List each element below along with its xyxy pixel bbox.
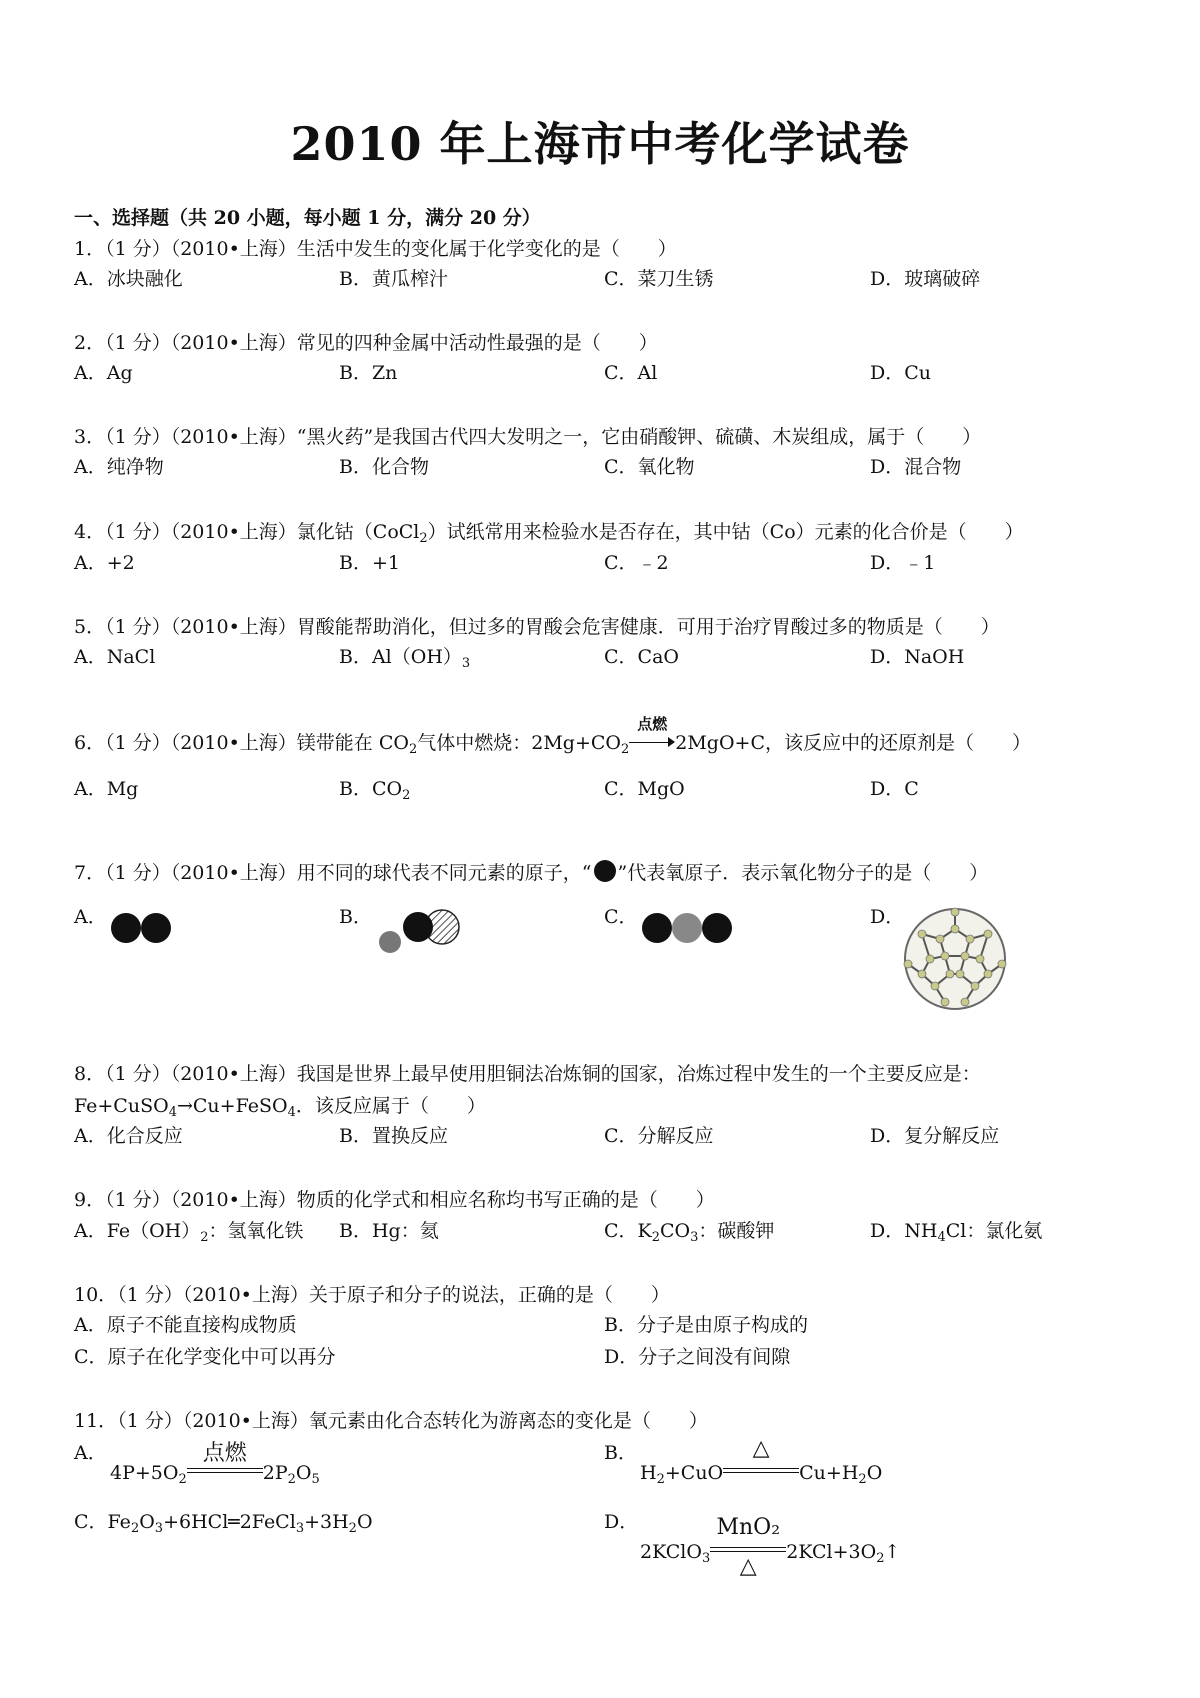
- q2-option-b[interactable]: B．Zn: [339, 362, 398, 384]
- molecule-a-icon: [110, 910, 176, 946]
- q9-option-c[interactable]: C．$K_2CO_3$：碳酸钾: [604, 1220, 775, 1245]
- q10-option-c[interactable]: C．原子在化学变化中可以再分: [74, 1346, 336, 1368]
- question-3: 3．（1 分）（2010•上海）“黑火药”是我国古代四大发明之一，它由硝酸钾、硫磺、木炭组成，属于（ ）: [74, 426, 982, 448]
- double-line-equals: 点燃: [187, 1460, 263, 1482]
- q2-option-c[interactable]: C．Al: [604, 362, 658, 384]
- q10-option-b[interactable]: B．分子是由原子构成的: [604, 1314, 808, 1336]
- q8-option-a[interactable]: A．化合反应: [74, 1125, 183, 1147]
- section-heading: 一、选择题（共 20 小题，每小题 1 分，满分 20 分）: [74, 207, 541, 229]
- q9-option-b[interactable]: B．Hg：氦: [339, 1220, 439, 1242]
- question-1: 1．（1 分）（2010•上海）生活中发生的变化属于化学变化的是（ ）: [74, 238, 677, 260]
- question-5: 5．（1 分）（2010•上海）胃酸能帮助消化，但过多的胃酸会危害健康．可用于治疗胃酸过多的物质是（ ）: [74, 616, 1000, 638]
- molecule-c-icon: [640, 910, 736, 946]
- q4-option-c[interactable]: C．﹣2: [604, 552, 669, 574]
- q10-option-a[interactable]: A．原子不能直接构成物质: [74, 1314, 297, 1336]
- q1-option-c[interactable]: C．菜刀生锈: [604, 268, 714, 290]
- q4-option-d[interactable]: D．﹣1: [870, 552, 936, 574]
- q11-option-b[interactable]: B．: [604, 1442, 637, 1464]
- double-line-equals: △: [723, 1460, 799, 1482]
- q1-option-d[interactable]: D．玻璃破碎: [870, 268, 981, 290]
- question-6: 6．（1 分）（2010•上海）镁带能在 $CO_2$气体中燃烧：$2Mg+CO_2$ 点燃 2MgO+C，该反应中的还原剂是（ ）: [74, 715, 1032, 757]
- q11-option-c[interactable]: C．$Fe_2O_3+6HCl═2FeCl_3+3H_2O$: [74, 1511, 373, 1536]
- question-8-line2: Fe+CuSO$_4$→Cu+FeSO$_4$．该反应属于（ ）: [74, 1095, 486, 1120]
- q5-option-c[interactable]: C．CaO: [604, 646, 679, 668]
- q5-option-d[interactable]: D．NaOH: [870, 646, 965, 668]
- q5-option-b[interactable]: B．$Al(OH)_3$: [339, 646, 471, 671]
- oxygen-atom-icon: [592, 860, 618, 884]
- question-7: 7．（1 分）（2010•上海）用不同的球代表不同元素的原子，“ ”代表氧原子．表示氧化物分子的是（ ）: [74, 862, 989, 884]
- q2-option-d[interactable]: D．Cu: [870, 362, 932, 384]
- q7-option-b[interactable]: B．: [339, 906, 372, 928]
- question-9: 9．（1 分）（2010•上海）物质的化学式和相应名称均书写正确的是（ ）: [74, 1189, 715, 1211]
- q2-option-a[interactable]: A．Ag: [74, 362, 133, 384]
- q11-option-d-equation: 2KClO$_3$ MnO₂ △ $2KCl+3O_2↑$: [640, 1515, 901, 1579]
- q7-option-d[interactable]: D．: [870, 906, 905, 928]
- q3-option-c[interactable]: C．氧化物: [604, 456, 695, 478]
- molecule-b-icon: [374, 900, 464, 958]
- q6-option-d[interactable]: D．C: [870, 778, 919, 800]
- q6-option-b[interactable]: B．$CO_2$: [339, 778, 411, 803]
- q11-option-a-equation: $4P+5O_2$ 点燃 $2P_2O_5$: [110, 1441, 320, 1487]
- q10-option-d[interactable]: D．分子之间没有间隙: [604, 1346, 791, 1368]
- q6-option-c[interactable]: C．MgO: [604, 778, 685, 800]
- q3-option-a[interactable]: A．纯净物: [74, 456, 164, 478]
- q3-option-b[interactable]: B．化合物: [339, 456, 429, 478]
- q7-option-a[interactable]: A．: [74, 906, 107, 928]
- question-11: 11．（1 分）（2010•上海）氧元素由化合态转化为游离态的变化是（ ）: [74, 1410, 708, 1432]
- q7-option-c[interactable]: C．: [604, 906, 638, 928]
- page-title: 2010 年上海市中考化学试卷: [290, 117, 910, 171]
- q8-option-b[interactable]: B．置换反应: [339, 1125, 448, 1147]
- q4-option-a[interactable]: A．+2: [74, 552, 135, 574]
- q11-option-b-equation: $H_2+CuO$ △ $Cu+H_2O$: [640, 1436, 883, 1487]
- q9-option-a[interactable]: A．$Fe(OH)_2$：氢氧化铁: [74, 1220, 304, 1245]
- q8-option-c[interactable]: C．分解反应: [604, 1125, 714, 1147]
- q11-option-d[interactable]: D．: [604, 1511, 639, 1533]
- question-2: 2．（1 分）（2010•上海）常见的四种金属中活动性最强的是（ ）: [74, 332, 658, 354]
- double-line-equals: MnO₂ △: [710, 1539, 786, 1561]
- fullerene-icon: [900, 904, 1010, 1014]
- q8-option-d[interactable]: D．复分解反应: [870, 1125, 1000, 1147]
- question-4: 4．（1 分）（2010•上海）氯化钴（CoCl$_2$）试纸常用来检验水是否存在，其中钴（Co）元素的化合价是（ ）: [74, 521, 1024, 546]
- q1-option-a[interactable]: A．冰块融化: [74, 268, 183, 290]
- q5-option-a[interactable]: A．NaCl: [74, 646, 156, 668]
- q11-option-a[interactable]: A．: [74, 1442, 107, 1464]
- q3-option-d[interactable]: D．混合物: [870, 456, 962, 478]
- reaction-arrow: 点燃: [629, 731, 675, 751]
- q1-option-b[interactable]: B．黄瓜榨汁: [339, 268, 448, 290]
- q4-option-b[interactable]: B．+1: [339, 552, 400, 574]
- q6-option-a[interactable]: A．Mg: [74, 778, 139, 800]
- q9-option-d[interactable]: D．$NH_4Cl$：氯化氨: [870, 1220, 1043, 1245]
- question-8: 8．（1 分）（2010•上海）我国是世界上最早使用胆铜法冶炼铜的国家，冶炼过程中发生的一个主要反应是：: [74, 1063, 981, 1085]
- question-10: 10．（1 分）（2010•上海）关于原子和分子的说法，正确的是（ ）: [74, 1284, 670, 1306]
